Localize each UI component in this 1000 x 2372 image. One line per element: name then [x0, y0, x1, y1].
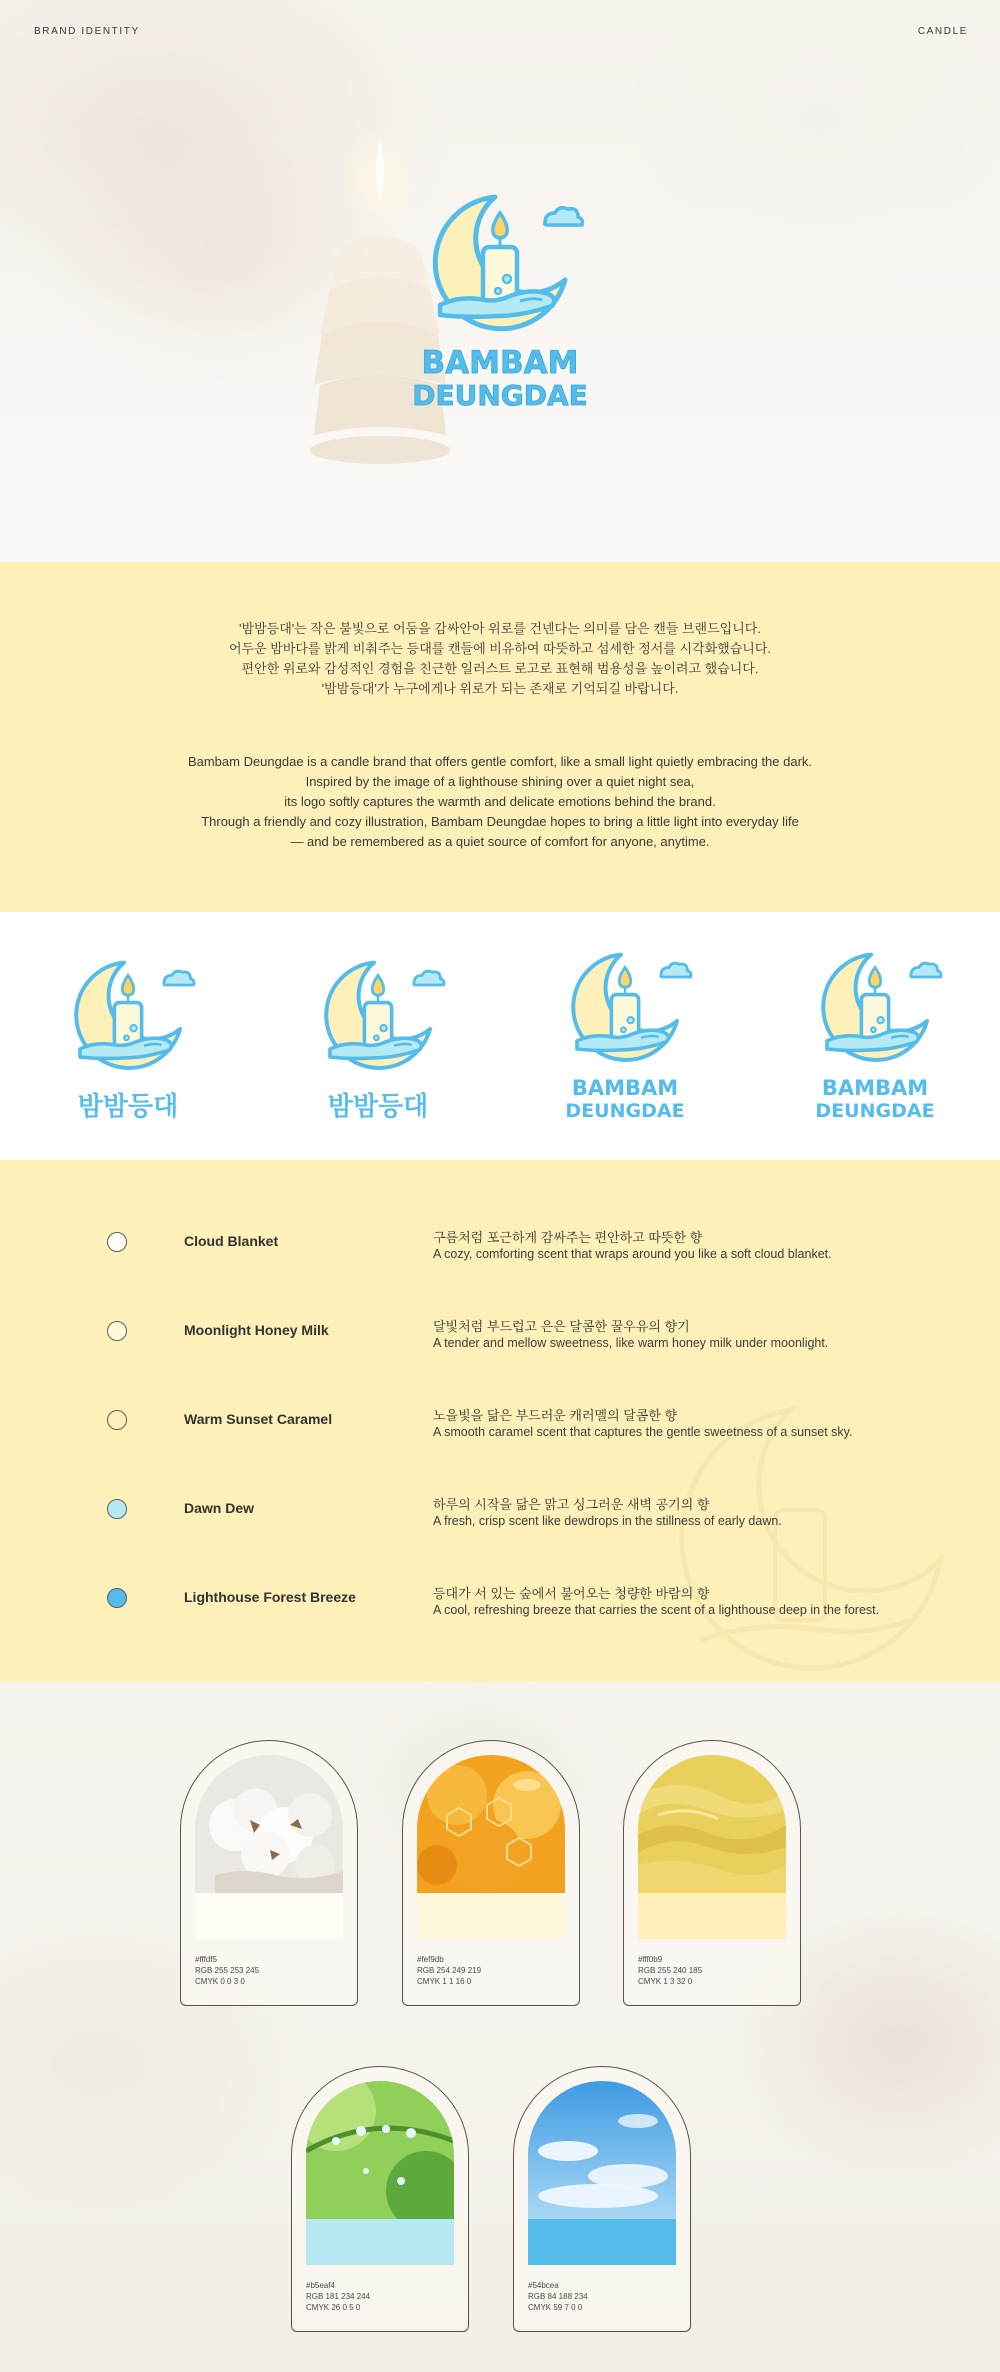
scent-description-en: A cozy, comforting scent that wraps around you like a soft cloud blanket. [433, 1247, 832, 1261]
scent-description-ko: 등대가 서 있는 숲에서 불어오는 청량한 바람의 향 [433, 1586, 710, 1601]
intro-en-line: Inspired by the image of a lighthouse shining over a quiet night sea, [305, 774, 695, 789]
hero-section [0, 0, 1000, 562]
candle-label: CANDLE [917, 26, 968, 37]
scent-description-ko: 노을빛을 닮은 부드러운 캐러멜의 달콤한 향 [433, 1408, 678, 1423]
color-swatch [528, 2219, 676, 2265]
cmyk-code: CMYK 1 3 32 0 [638, 1977, 693, 1986]
wordmark-ko: 밤밤등대 [77, 1092, 179, 1122]
color-dot-icon [107, 1410, 127, 1430]
scent-description-ko: 구름처럼 포근하게 감싸주는 편안하고 따뜻한 향 [433, 1230, 703, 1245]
moon-candle-icon [308, 952, 448, 1122]
rgb-code: RGB 255 253 245 [195, 1966, 260, 1975]
intro-english-text [0, 752, 1000, 852]
color-codes [195, 1954, 259, 1987]
palette-card-sky [513, 2066, 691, 2332]
caramel-cream-image [638, 1755, 786, 1893]
cmyk-code: CMYK 0 0 3 0 [195, 1977, 245, 1986]
sky-image [528, 2081, 676, 2219]
rgb-code: RGB 255 240 185 [638, 1966, 703, 1975]
cmyk-code: CMYK 1 1 16 0 [417, 1977, 472, 1986]
wordmark-line1: BAMBAM [571, 1076, 679, 1100]
color-dot-icon [107, 1321, 127, 1341]
color-palette-section [0, 1682, 1000, 2372]
scent-name: Moonlight Honey Milk [184, 1322, 329, 1338]
color-codes [528, 2280, 588, 2313]
scent-name: Lighthouse Forest Breeze [184, 1589, 356, 1605]
color-dot-icon [107, 1232, 127, 1252]
color-codes [306, 2280, 370, 2313]
intro-en-line: Through a friendly and cozy illustration, Bambam Deungdae hopes to bring a little light into everyday life [201, 814, 799, 829]
brand-identity-label: BRAND IDENTITY [34, 26, 140, 37]
color-dot-icon [107, 1499, 127, 1519]
moon-candle-icon [58, 952, 198, 1122]
moon-candle-icon [555, 952, 695, 1122]
rgb-code: RGB 84 188 234 [528, 2292, 588, 2301]
scent-list-section [0, 1160, 1000, 1682]
scent-item-cloud-blanket [0, 1226, 1000, 1266]
logo-variant-english-2 [805, 952, 945, 1122]
intro-ko-line: '밤밤등대'는 작은 불빛으로 어둠을 감싸안아 위로를 건넨다는 의미를 담은 캔들 브랜드입니다. [239, 621, 761, 636]
hex-code: #b5eaf4 [306, 2281, 335, 2290]
color-codes [638, 1954, 702, 1987]
cotton-image [195, 1755, 343, 1893]
wordmark-line1: BAMBAM [821, 1076, 929, 1100]
palette-card-caramel [623, 1740, 801, 2006]
hex-code: #54bcea [528, 2281, 559, 2290]
logo-variant-english-1 [555, 952, 695, 1122]
hero-brand-logo [405, 185, 595, 415]
moon-candle-icon [405, 185, 595, 415]
scent-description-ko: 달빛처럼 부드럽고 은은 달콤한 꿀우유의 향기 [433, 1319, 690, 1334]
scent-name: Dawn Dew [184, 1500, 255, 1516]
palette-card-cotton [180, 1740, 358, 2006]
honey-image [417, 1755, 565, 1893]
hex-code: #fff0b9 [638, 1955, 663, 1964]
intro-ko-line: 편안한 위로와 감성적인 경험을 친근한 일러스트 로고로 표현해 범용성을 높이려고 했습니다. [241, 661, 759, 676]
scent-description-en: A smooth caramel scent that captures the gentle sweetness of a sunset sky. [433, 1425, 853, 1439]
color-swatch [638, 1893, 786, 1939]
wordmark-line1: BAMBAM [421, 345, 579, 381]
wordmark-line2: DEUNGDAE [565, 1100, 685, 1122]
color-swatch [306, 2219, 454, 2265]
scent-description-ko: 하루의 시작을 닮은 맑고 싱그러운 새벽 공기의 향 [433, 1497, 710, 1512]
scent-description-en: A cool, refreshing breeze that carries the scent of a lighthouse deep in the forest. [433, 1603, 880, 1617]
color-codes [417, 1954, 481, 1987]
intro-ko-line: 어두운 밤바다를 밝게 비춰주는 등대를 캔들에 비유하여 따뜻하고 섬세한 정서를 시각화했습니다. [228, 641, 772, 656]
brand-intro-section [0, 562, 1000, 912]
scent-item-warm-sunset-caramel [0, 1404, 1000, 1444]
intro-ko-line: '밤밤등대'가 누구에게나 위로가 되는 존재로 기억되길 바랍니다. [321, 681, 679, 696]
scent-item-moonlight-honey-milk [0, 1315, 1000, 1355]
scent-item-lighthouse-forest-breeze [0, 1582, 1000, 1622]
rgb-code: RGB 181 234 244 [306, 2292, 371, 2301]
wordmark-line2: DEUNGDAE [815, 1100, 935, 1122]
hex-code: #fffdf5 [195, 1955, 217, 1964]
color-swatch [417, 1893, 565, 1939]
intro-en-line: its logo softly captures the warmth and delicate emotions behind the brand. [284, 794, 716, 809]
logo-variants-section [0, 912, 1000, 1160]
logo-variant-korean-1 [58, 952, 198, 1122]
cmyk-code: CMYK 59 7 0 0 [528, 2303, 583, 2312]
intro-en-line: Bambam Deungdae is a candle brand that offers gentle comfort, like a small light quietly embracing the dark. [187, 754, 813, 769]
wordmark-ko: 밤밤등대 [327, 1092, 429, 1122]
logo-variant-korean-2 [308, 952, 448, 1122]
scent-description-en: A fresh, crisp scent like dewdrops in the stillness of early dawn. [433, 1514, 782, 1528]
palette-card-honey [402, 1740, 580, 2006]
color-swatch [195, 1893, 343, 1939]
scent-name: Warm Sunset Caramel [184, 1411, 333, 1427]
rgb-code: RGB 254 249 219 [417, 1966, 482, 1975]
palette-card-dew [291, 2066, 469, 2332]
scent-name: Cloud Blanket [184, 1233, 279, 1249]
dewdrop-leaf-image [306, 2081, 454, 2219]
hex-code: #fef9db [417, 1955, 444, 1964]
color-dot-icon [107, 1588, 127, 1608]
wordmark-line2: DEUNGDAE [412, 379, 588, 412]
moon-candle-icon [805, 952, 945, 1122]
intro-en-line: — and be remembered as a quiet source of comfort for anyone, anytime. [290, 834, 710, 849]
intro-korean-text [0, 619, 1000, 699]
cmyk-code: CMYK 26 0 5 0 [306, 2303, 361, 2312]
scent-description-en: A tender and mellow sweetness, like warm honey milk under moonlight. [433, 1336, 829, 1350]
scent-item-dawn-dew [0, 1493, 1000, 1533]
